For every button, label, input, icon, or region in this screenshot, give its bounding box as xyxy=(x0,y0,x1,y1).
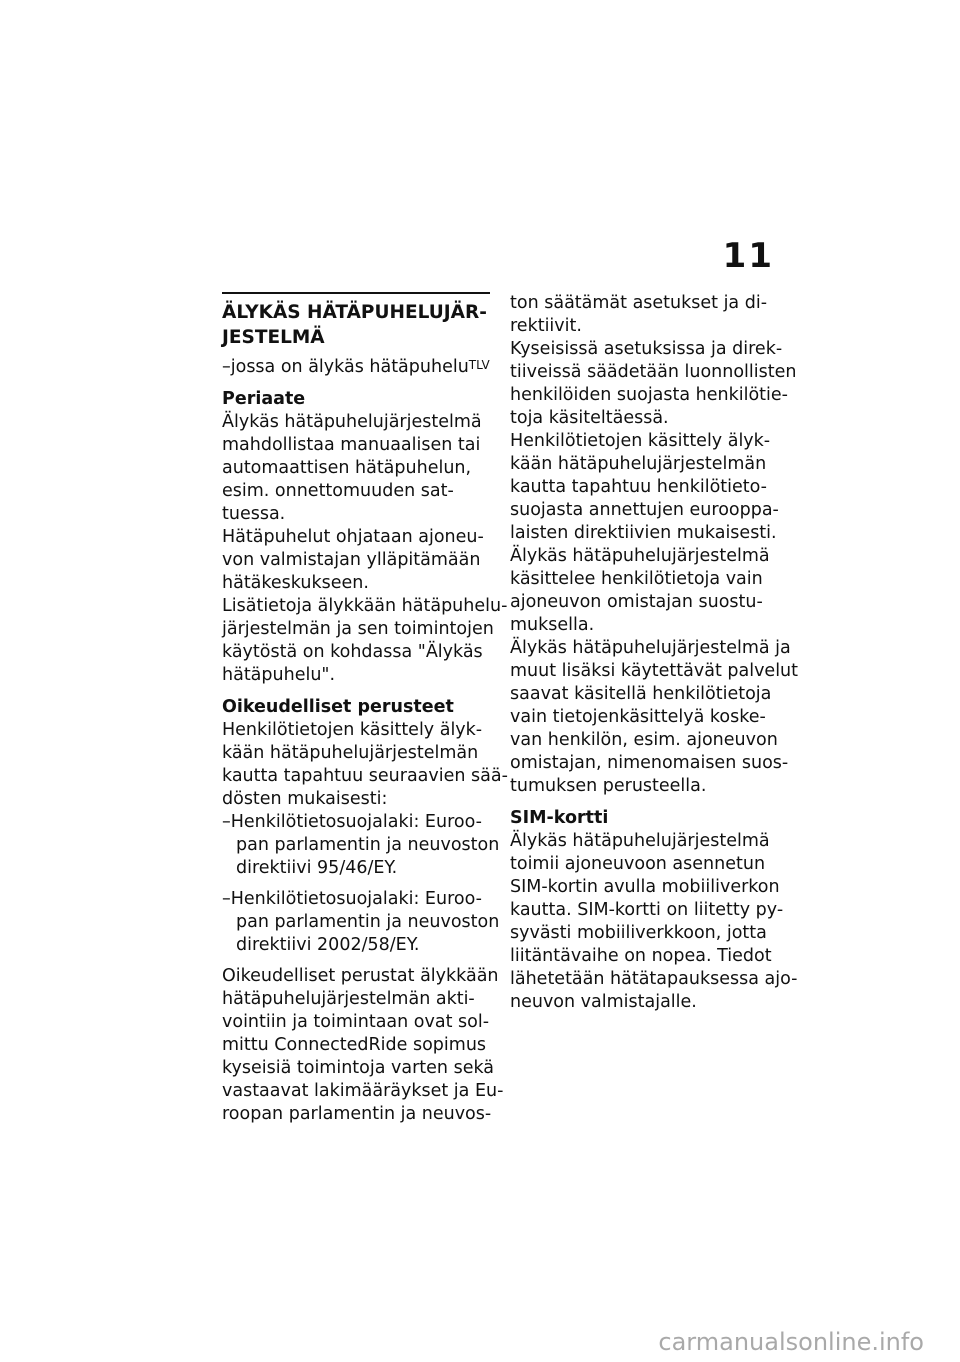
text-line: vastaavat lakimääräykset ja Eu- xyxy=(222,1081,504,1101)
text-line: von valmistajan ylläpitämään xyxy=(222,550,481,570)
text-line: käytöstä on kohdassa "Älykäs xyxy=(222,642,483,662)
footer-watermark: carmanualsonline.info xyxy=(658,1328,924,1356)
text-line: hätäpuhelu". xyxy=(222,665,336,685)
bullet-item xyxy=(222,888,500,957)
left-column xyxy=(222,292,508,1126)
text-line: vointiin ja toimintaan ovat sol- xyxy=(222,1012,490,1032)
text-line: tumuksen perusteella. xyxy=(510,776,707,796)
text-line: mahdollistaa manuaalisen tai xyxy=(222,435,481,455)
text-line: SIM-kortin avulla mobiiliverkon xyxy=(510,877,780,897)
text-line: muut lisäksi käytettävät palvelut xyxy=(510,661,799,681)
text-line: henkilöiden suojasta henkilötie- xyxy=(510,385,788,405)
text-line: Älykäs hätäpuhelujärjestelmä ja xyxy=(510,638,791,658)
text-line: kautta. SIM-kortti on liitetty py- xyxy=(510,900,784,920)
text-line: Henkilötietojen käsittely älyk- xyxy=(510,431,771,451)
text-line: tuessa. xyxy=(222,504,286,524)
right-column xyxy=(510,292,799,1014)
text-line: vain tietojenkäsittelyä koske- xyxy=(510,707,766,727)
paragraph-continuation xyxy=(510,292,799,798)
paragraph-sim-kortti xyxy=(510,830,798,1014)
text-line: hätäkeskukseen. xyxy=(222,573,369,593)
title-line: JESTELMÄ xyxy=(222,327,325,348)
heading-sim-kortti: SIM-kortti xyxy=(510,808,609,828)
text-line: muksella. xyxy=(510,615,595,635)
text-line: laisten direktiivien mukaisesti. xyxy=(510,523,777,543)
text-line: pan parlamentin ja neuvoston xyxy=(236,912,500,932)
text-line: neuvon valmistajalle. xyxy=(510,992,697,1012)
text-line: kään hätäpuhelujärjestelmän xyxy=(222,743,479,763)
text-line: toimii ajoneuvoon asennetun xyxy=(510,854,766,874)
text-line: rektiivit. xyxy=(510,316,582,336)
text-line: lähetetään hätätapauksessa ajo- xyxy=(510,969,798,989)
text-line: kään hätäpuhelujärjestelmän xyxy=(510,454,767,474)
text-line: Hätäpuhelut ohjataan ajoneu- xyxy=(222,527,484,547)
text-line: liitäntävaihe on nopea. Tiedot xyxy=(510,946,772,966)
text-line: Kyseisissä asetuksissa ja direk- xyxy=(510,339,783,359)
text-line: Oikeudelliset perustat älykkään xyxy=(222,966,499,986)
text-line: pan parlamentin ja neuvoston xyxy=(236,835,500,855)
heading-periaate: Periaate xyxy=(222,389,306,409)
text-line: roopan parlamentin ja neuvos- xyxy=(222,1104,492,1124)
text-line: toja käsiteltäessä. xyxy=(510,408,669,428)
text-line: ajoneuvon omistajan suostu- xyxy=(510,592,763,612)
text-line: Älykäs hätäpuhelujärjestelmä xyxy=(510,546,770,566)
paragraph-oikeudelliset xyxy=(222,719,508,811)
page-number: 11 xyxy=(722,236,774,276)
text-line: saavat käsitellä henkilötietoja xyxy=(510,684,772,704)
text-line: kyseisiä toimintoja varten sekä xyxy=(222,1058,495,1078)
section-title xyxy=(222,300,490,350)
text-line: Älykäs hätäpuhelujärjestelmä xyxy=(510,831,770,851)
text-line: syvästi mobiiliverkkoon, jotta xyxy=(510,923,767,943)
paragraph-periaate xyxy=(222,411,508,687)
text-line: hätäpuhelujärjestelmän akti- xyxy=(222,989,475,1009)
text-line: suojasta annettujen eurooppa- xyxy=(510,500,779,520)
text-line: mittu ConnectedRide sopimus xyxy=(222,1035,487,1055)
text-line: –Henkilötietosuojalaki: Euroo- xyxy=(222,812,482,832)
paragraph-closing xyxy=(222,965,504,1126)
text-line: direktiivi 95/46/EY. xyxy=(236,858,398,878)
text-line: dösten mukaisesti: xyxy=(222,789,388,809)
text-line: kautta tapahtuu seuraavien sää- xyxy=(222,766,508,786)
text-line: kautta tapahtuu henkilötieto- xyxy=(510,477,767,497)
text-line: Lisätietoja älykkään hätäpuhelu- xyxy=(222,596,508,616)
text-line: ton säätämät asetukset ja di- xyxy=(510,293,768,313)
title-line: ÄLYKÄS HÄTÄPUHELUJÄR- xyxy=(222,302,487,323)
text-line: järjestelmän ja sen toimintojen xyxy=(222,619,494,639)
intro-line: –jossa on älykäs hätäpuhelu$^{TLV}$ xyxy=(222,357,490,377)
text-line: Henkilötietojen käsittely älyk- xyxy=(222,720,483,740)
text-line: Älykäs hätäpuhelujärjestelmä xyxy=(222,412,482,432)
tlv-superscript: TLV xyxy=(468,358,490,372)
text-line: –Henkilötietosuojalaki: Euroo- xyxy=(222,889,482,909)
text-line: direktiivi 2002/58/EY. xyxy=(236,935,420,955)
text-line: omistajan, nimenomaisen suos- xyxy=(510,753,789,773)
text-line: tiiveissä säädetään luonnollisten xyxy=(510,362,797,382)
text-line: automaattisen hätäpuhelun, xyxy=(222,458,472,478)
bullet-item xyxy=(222,811,500,880)
text-line: esim. onnettomuuden sat- xyxy=(222,481,454,501)
text-line: van henkilön, esim. ajoneuvon xyxy=(510,730,778,750)
heading-oikeudelliset: Oikeudelliset perusteet xyxy=(222,697,454,717)
text-line: käsittelee henkilötietoja vain xyxy=(510,569,763,589)
